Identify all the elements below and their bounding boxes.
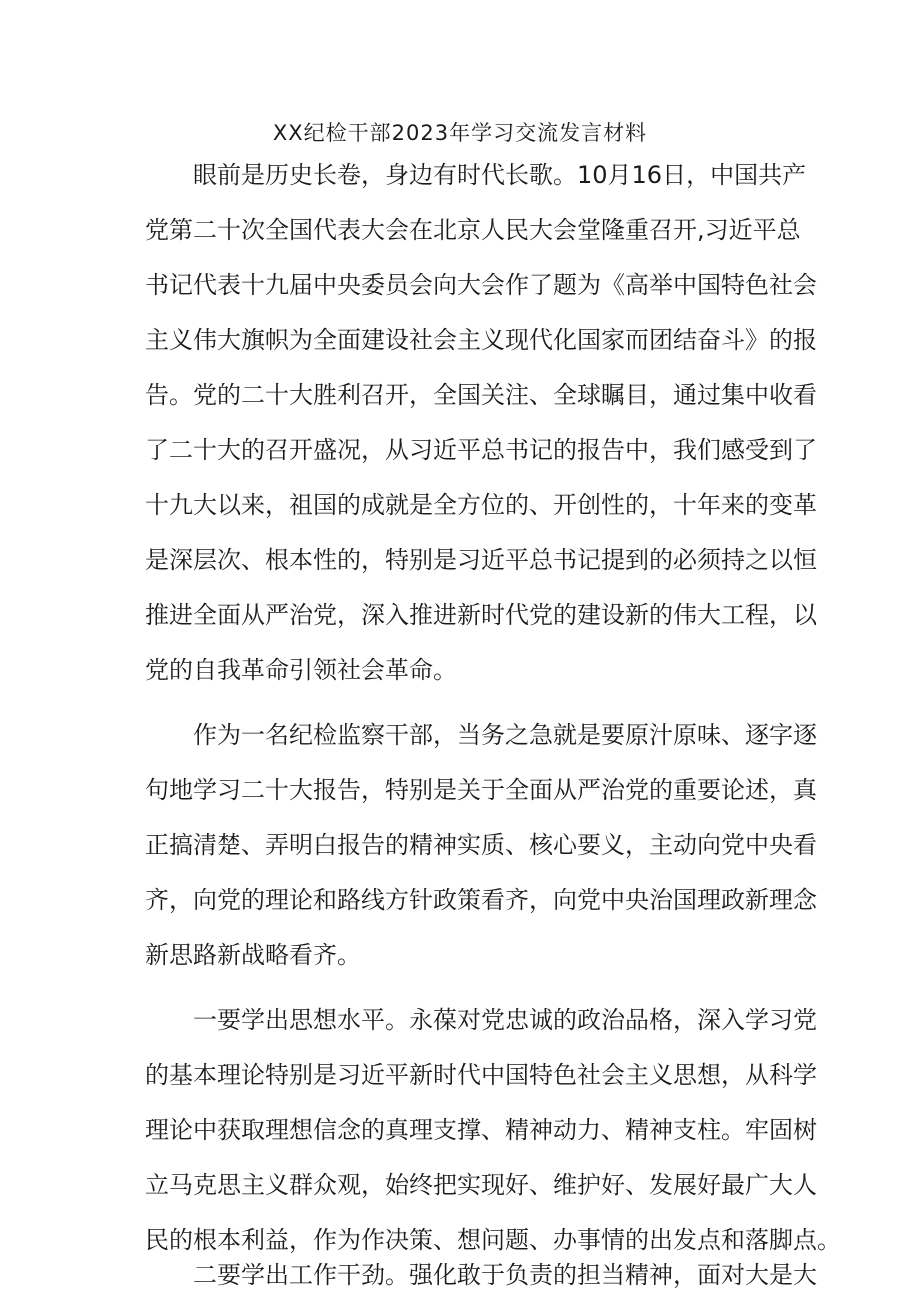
paragraph-1-line-9: 推进全面从严治党，深入推进新时代党的建设新的伟大工程，以 bbox=[145, 601, 817, 629]
paragraph-2-line-1: 作为一名纪检监察干部，当务之急就是要原汁原味、逐字逐 bbox=[145, 721, 817, 749]
paragraph-1-line-2: 党第二十次全国代表大会在北京人民大会堂隆重召开,习近平总 bbox=[145, 216, 801, 244]
paragraph-2-line-5: 新思路新战略看齐。 bbox=[145, 941, 361, 969]
paragraph-1-line-3: 书记代表十九届中央委员会向大会作了题为《高举中国特色社会 bbox=[145, 271, 817, 299]
paragraph-3-line-5: 民的根本利益，作为作决策、想问题、办事情的出发点和落脚点。 bbox=[145, 1226, 841, 1254]
document-title: XX纪检干部2023年学习交流发言材料 bbox=[272, 121, 648, 145]
paragraph-3-line-4: 立马克思主义群众观，始终把实现好、维护好、发展好最广大人 bbox=[145, 1171, 817, 1199]
paragraph-2-line-4: 齐，向党的理论和路线方针政策看齐，向党中央治国理政新理念 bbox=[145, 886, 817, 914]
paragraph-1-line-8: 是深层次、根本性的，特别是习近平总书记提到的必须持之以恒 bbox=[145, 546, 817, 574]
paragraph-1-line-4: 主义伟大旗帜为全面建设社会主义现代化国家而团结奋斗》的报 bbox=[145, 326, 817, 354]
paragraph-3-line-1: 一要学出思想水平。永葆对党忠诚的政治品格，深入学习党 bbox=[145, 1006, 817, 1034]
paragraph-2-line-2: 句地学习二十大报告，特别是关于全面从严治党的重要论述，真 bbox=[145, 776, 817, 804]
paragraph-1-line-6: 了二十大的召开盛况，从习近平总书记的报告中，我们感受到了 bbox=[145, 436, 817, 464]
paragraph-4-line-1: 二要学出工作干劲。强化敢于负责的担当精神，面对大是大 bbox=[145, 1261, 817, 1289]
paragraph-3-line-2: 的基本理论特别是习近平新时代中国特色社会主义思想，从科学 bbox=[145, 1061, 817, 1089]
paragraph-3-line-3: 理论中获取理想信念的真理支撑、精神动力、精神支柱。牢固树 bbox=[145, 1116, 817, 1144]
paragraph-1-line-10: 党的自我革命引领社会革命。 bbox=[145, 656, 457, 684]
paragraph-1-line-1: 眼前是历史长卷，身边有时代长歌。10月16日，中国共产 bbox=[145, 161, 807, 189]
paragraph-1-line-7: 十九大以来，祖国的成就是全方位的、开创性的，十年来的变革 bbox=[145, 491, 817, 519]
paragraph-1-line-5: 告。党的二十大胜利召开，全国关注、全球瞩目，通过集中收看 bbox=[145, 381, 817, 409]
paragraph-2-line-3: 正搞清楚、弄明白报告的精神实质、核心要义，主动向党中央看 bbox=[145, 831, 817, 859]
